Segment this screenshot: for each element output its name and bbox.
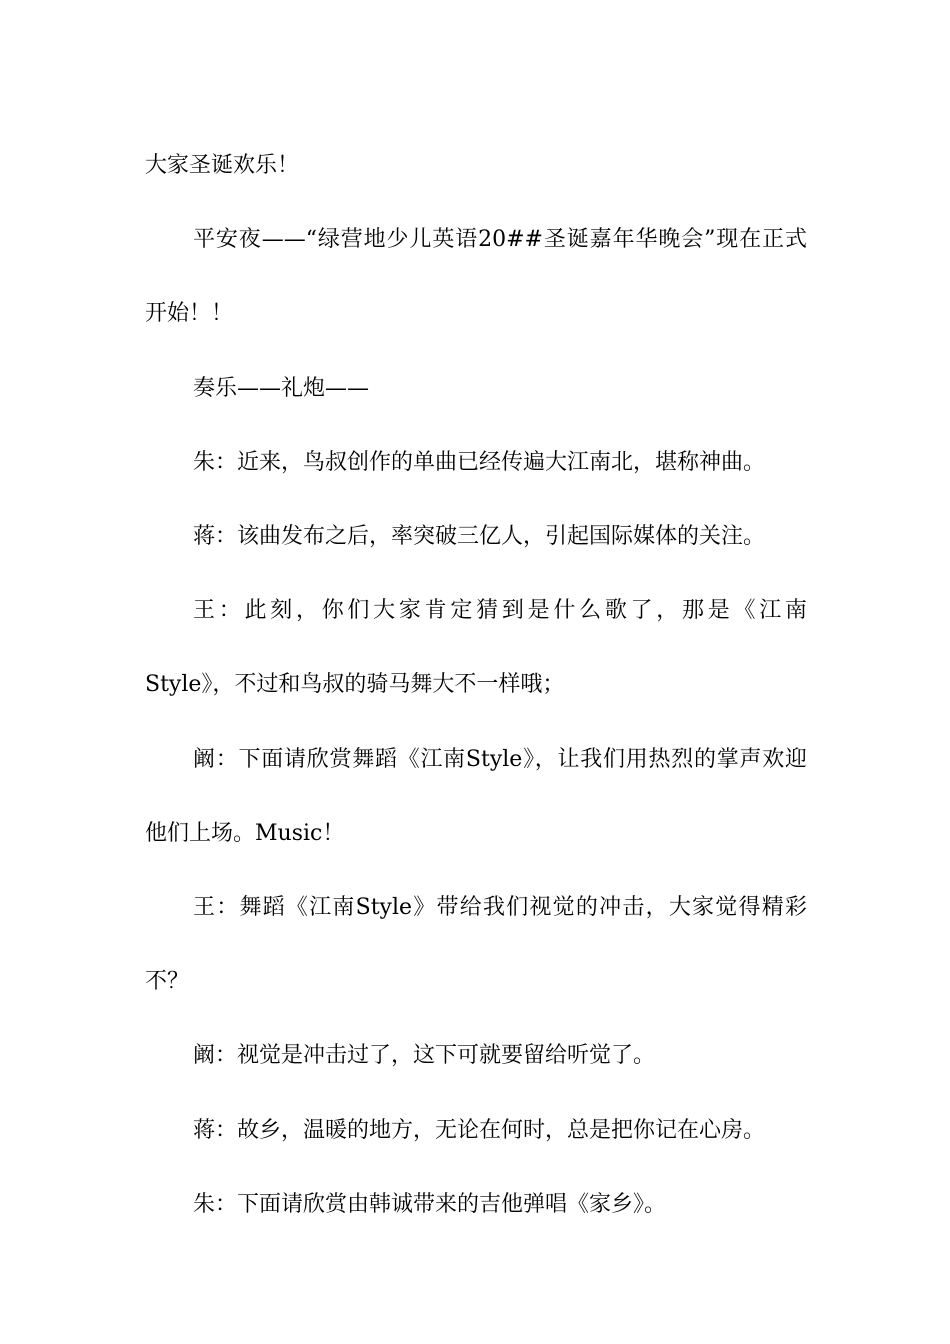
paragraph: 蒋：故乡，温暖的地方，无论在何时，总是把你记在心房。 xyxy=(193,1117,766,1143)
paragraph: 阚：下面请欣赏舞蹈《江南Style》，让我们用热烈的掌声欢迎他们上场。Music！ xyxy=(145,746,807,846)
paragraph: 王：此刻，你们大家肯定猜到是什么歌了，那是《江南Style》，不过和鸟叔的骑马舞大不一样哦； xyxy=(145,598,807,698)
paragraph: 奏乐——礼炮—— xyxy=(193,375,370,401)
paragraph: 蒋：该曲发布之后，率突破三亿人，引起国际媒体的关注。 xyxy=(193,524,766,550)
paragraph: 朱：下面请欣赏由韩诚带来的吉他弹唱《家乡》。 xyxy=(193,1191,667,1217)
paragraph: 大家圣诞欢乐！ xyxy=(145,153,300,178)
paragraph: 王：舞蹈《江南Style》带给我们视觉的冲击，大家觉得精彩不？ xyxy=(145,895,807,995)
paragraph: 平安夜——“绿营地少儿英语20##圣诞嘉年华晚会”现在正式开始！！ xyxy=(145,227,807,327)
paragraph: 朱：近来，鸟叔创作的单曲已经传遍大江南北，堪称神曲。 xyxy=(193,449,766,475)
document-body xyxy=(145,129,807,1242)
paragraph: 阚：视觉是冲击过了，这下可就要留给听觉了。 xyxy=(193,1043,656,1069)
